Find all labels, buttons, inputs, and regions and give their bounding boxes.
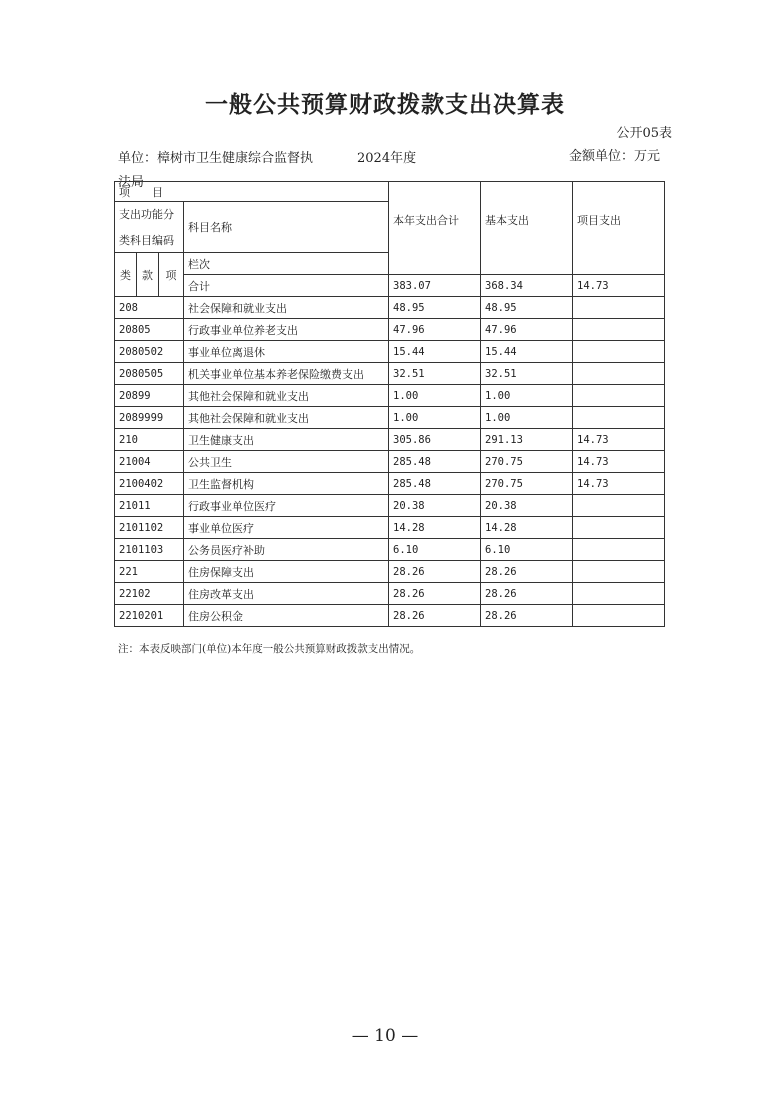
row-total: 28.26 xyxy=(389,583,481,605)
row-project xyxy=(573,539,665,561)
table-row xyxy=(115,319,665,341)
row-total: 47.96 xyxy=(389,319,481,341)
table-row xyxy=(115,385,665,407)
row-subject-name: 住房公积金 xyxy=(184,605,389,627)
expenditure-table xyxy=(114,181,665,627)
table-row xyxy=(115,517,665,539)
row-project xyxy=(573,495,665,517)
row-subject-name: 事业单位医疗 xyxy=(184,517,389,539)
row-project xyxy=(573,605,665,627)
row-project: 14.73 xyxy=(573,429,665,451)
header-item: 项 目 xyxy=(115,182,389,202)
header-row-item xyxy=(115,182,665,202)
row-basic: 1.00 xyxy=(481,385,573,407)
table-row xyxy=(115,561,665,583)
row-total: 48.95 xyxy=(389,297,481,319)
table-row xyxy=(115,451,665,473)
row-project xyxy=(573,583,665,605)
row-code: 2089999 xyxy=(115,407,184,429)
row-project: 14.73 xyxy=(573,451,665,473)
header-lanci: 栏次 xyxy=(184,253,389,275)
row-total: 32.51 xyxy=(389,363,481,385)
total-label: 合计 xyxy=(184,275,389,297)
row-project xyxy=(573,385,665,407)
row-code: 21004 xyxy=(115,451,184,473)
row-total: 20.38 xyxy=(389,495,481,517)
row-code: 22102 xyxy=(115,583,184,605)
row-basic: 20.38 xyxy=(481,495,573,517)
row-code: 20805 xyxy=(115,319,184,341)
total-basic: 368.34 xyxy=(481,275,573,297)
row-total: 15.44 xyxy=(389,341,481,363)
table-row xyxy=(115,429,665,451)
page-number: — 10 — xyxy=(351,1026,419,1046)
row-code: 2100402 xyxy=(115,473,184,495)
unit-label: 单位：樟树市卫生健康综合监督执 xyxy=(118,151,314,166)
table-note: 注：本表反映部门(单位)本年度一般公共预算财政拨款支出情况。 xyxy=(118,643,421,655)
unit-label-continued: 法局 xyxy=(118,175,145,190)
row-project xyxy=(573,363,665,385)
row-subject-name: 公务员医疗补助 xyxy=(184,539,389,561)
header-lei: 类 xyxy=(115,253,137,297)
header-func-code-2: 类科目编码 xyxy=(115,227,184,253)
row-total: 6.10 xyxy=(389,539,481,561)
row-basic: 270.75 xyxy=(481,451,573,473)
row-basic: 14.28 xyxy=(481,517,573,539)
table-row xyxy=(115,297,665,319)
row-basic: 48.95 xyxy=(481,297,573,319)
row-total: 28.26 xyxy=(389,605,481,627)
row-basic: 47.96 xyxy=(481,319,573,341)
row-project: 14.73 xyxy=(573,473,665,495)
header-project: 项目支出 xyxy=(573,182,665,275)
header-subject-name: 科目名称 xyxy=(184,202,389,253)
row-total: 1.00 xyxy=(389,407,481,429)
table-row xyxy=(115,495,665,517)
row-total: 285.48 xyxy=(389,451,481,473)
row-subject-name: 其他社会保障和就业支出 xyxy=(184,407,389,429)
header-kuan: 款 xyxy=(137,253,159,297)
row-total: 14.28 xyxy=(389,517,481,539)
row-total: 28.26 xyxy=(389,561,481,583)
row-project xyxy=(573,297,665,319)
money-unit-label: 金额单位：万元 xyxy=(568,149,660,164)
table-row xyxy=(115,407,665,429)
row-subject-name: 行政事业单位养老支出 xyxy=(184,319,389,341)
row-basic: 291.13 xyxy=(481,429,573,451)
row-subject-name: 公共卫生 xyxy=(184,451,389,473)
row-subject-name: 其他社会保障和就业支出 xyxy=(184,385,389,407)
table-row xyxy=(115,341,665,363)
header-xiang: 项 xyxy=(159,253,184,297)
table-row xyxy=(115,605,665,627)
row-basic: 28.26 xyxy=(481,561,573,583)
row-basic: 28.26 xyxy=(481,605,573,627)
total-row xyxy=(115,275,665,297)
row-basic: 1.00 xyxy=(481,407,573,429)
row-code: 221 xyxy=(115,561,184,583)
row-total: 305.86 xyxy=(389,429,481,451)
header-func-code: 支出功能分 xyxy=(115,202,184,228)
row-subject-name: 住房改革支出 xyxy=(184,583,389,605)
row-basic: 6.10 xyxy=(481,539,573,561)
table-row xyxy=(115,363,665,385)
total-amount: 383.07 xyxy=(389,275,481,297)
row-project xyxy=(573,517,665,539)
row-basic: 270.75 xyxy=(481,473,573,495)
header-total: 本年支出合计 xyxy=(389,182,481,275)
row-code: 2101103 xyxy=(115,539,184,561)
row-code: 2101102 xyxy=(115,517,184,539)
row-basic: 28.26 xyxy=(481,583,573,605)
row-project xyxy=(573,341,665,363)
row-subject-name: 机关事业单位基本养老保险缴费支出 xyxy=(184,363,389,385)
total-project: 14.73 xyxy=(573,275,665,297)
document-title: 一般公共预算财政拨款支出决算表 xyxy=(205,91,565,118)
header-basic: 基本支出 xyxy=(481,182,573,275)
row-project xyxy=(573,407,665,429)
table-row xyxy=(115,583,665,605)
row-code: 208 xyxy=(115,297,184,319)
row-code: 2210201 xyxy=(115,605,184,627)
row-code: 21011 xyxy=(115,495,184,517)
row-project xyxy=(573,561,665,583)
table-row xyxy=(115,539,665,561)
table-code: 公开05表 xyxy=(616,126,672,141)
row-basic: 32.51 xyxy=(481,363,573,385)
row-total: 285.48 xyxy=(389,473,481,495)
row-subject-name: 卫生健康支出 xyxy=(184,429,389,451)
row-basic: 15.44 xyxy=(481,341,573,363)
row-project xyxy=(573,319,665,341)
row-subject-name: 事业单位离退休 xyxy=(184,341,389,363)
row-code: 2080505 xyxy=(115,363,184,385)
row-code: 20899 xyxy=(115,385,184,407)
row-total: 1.00 xyxy=(389,385,481,407)
row-code: 2080502 xyxy=(115,341,184,363)
table-row xyxy=(115,473,665,495)
row-subject-name: 住房保障支出 xyxy=(184,561,389,583)
row-code: 210 xyxy=(115,429,184,451)
row-subject-name: 社会保障和就业支出 xyxy=(184,297,389,319)
row-subject-name: 行政事业单位医疗 xyxy=(184,495,389,517)
year-label: 2024年度 xyxy=(357,151,417,166)
row-subject-name: 卫生监督机构 xyxy=(184,473,389,495)
